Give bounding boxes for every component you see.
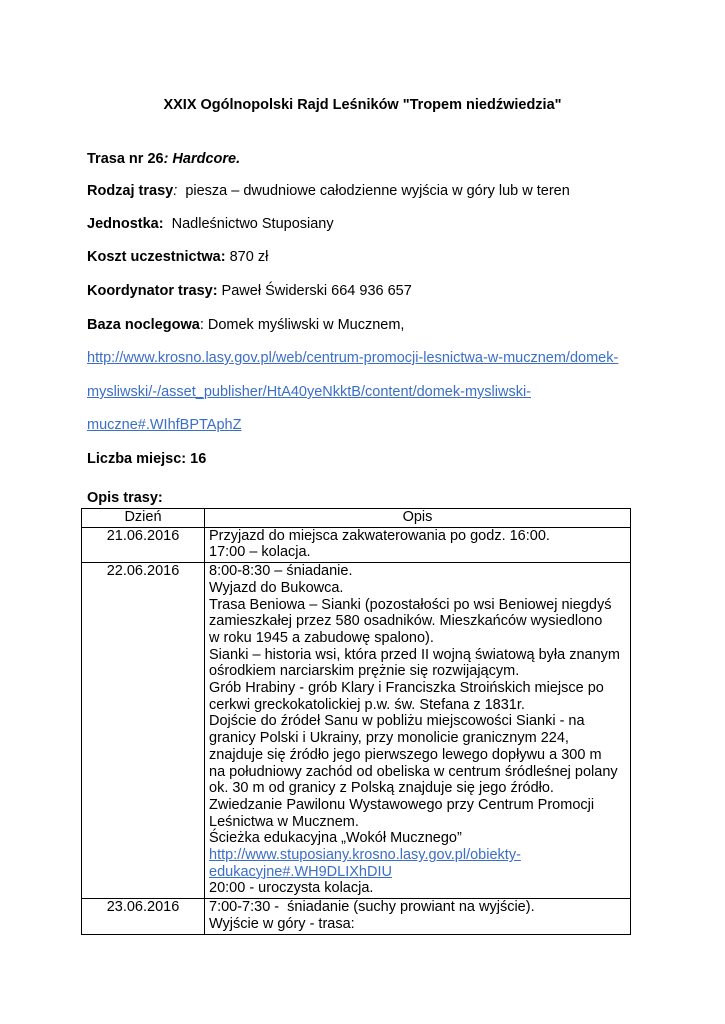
row-date: 22.06.2016 <box>82 563 205 899</box>
description-title: Opis trasy: <box>87 490 163 506</box>
description-line: Wyjazd do Bukowca. <box>209 579 344 596</box>
lodging-value: : Domek myśliwski w Mucznem, <box>199 317 405 333</box>
route-label: Trasa nr 26 <box>87 151 164 167</box>
cost-label: Koszt uczestnictwa: <box>87 249 226 265</box>
schedule-table <box>81 508 631 935</box>
trail-link-line-1[interactable]: http://www.stuposiany.krosno.lasy.gov.pl/obiekty- <box>209 847 521 864</box>
page-title: XXIX Ogólnopolski Rajd Leśników "Tropem niedźwiedzia" <box>163 97 562 113</box>
row-description <box>205 563 631 899</box>
description-line: 17:00 – kolacja. <box>209 544 311 561</box>
trail-link-line-2[interactable]: edukacyjne#.WH9DLIXhDIU <box>209 863 392 880</box>
description-line: granicy Polski i Ukrainy, przy monolicie granicznym 224, <box>209 730 569 747</box>
row-description <box>205 899 631 934</box>
description-line: ośrodkiem narciarskim prężnie się rozwijającym. <box>209 663 520 680</box>
description-line: Zwiedzanie Pawilonu Wystawowego przy Centrum Promocji <box>209 796 595 813</box>
description-line: zamieszkałej przez 580 osadników. Mieszkańców wysiedlono <box>209 613 603 630</box>
unit-field <box>87 216 334 232</box>
description-line: cerkwi greckokatolickiej p.w. św. Stefana z 1831r. <box>209 696 525 713</box>
description-line: w roku 1945 a zabudowę spalono). <box>209 629 434 646</box>
header-description: Opis <box>205 509 631 528</box>
cost-field <box>87 249 268 265</box>
type-value: piesza – dwudniowe całodzienne wyjścia w góry lub w teren <box>177 183 570 199</box>
description-line: Grób Hrabiny - grób Klary i Franciszka Stroińskich miejsce po <box>209 680 604 697</box>
type-colon: : <box>173 183 178 199</box>
table-header-row <box>82 509 631 528</box>
lodging-link-line-1[interactable]: http://www.krosno.lasy.gov.pl/web/centrum-promocji-lesnictwa-w-mucznem/domek- <box>87 350 619 366</box>
description-line: Sianki – historia wsi, która przed II wojną światową była znanym <box>209 646 621 663</box>
places-field <box>87 451 206 467</box>
table-row <box>82 527 631 562</box>
header-day: Dzień <box>82 509 205 528</box>
unit-label: Jednostka: <box>87 216 164 232</box>
description-line: Dojście do źródeł Sanu w pobliżu miejscowości Sianki - na <box>209 713 585 730</box>
unit-value: Nadleśnictwo Stuposiany <box>163 216 334 232</box>
description-line: ok. 30 m od granicy z Polską znajduje się jego źródło. <box>209 780 554 797</box>
cost-value: 870 zł <box>225 249 269 265</box>
description-line: na południowy zachód od obeliska w centrum śródleśnej polany <box>209 763 618 780</box>
description-line: 8:00-8:30 – śniadanie. <box>209 563 353 580</box>
type-label: Rodzaj trasy <box>87 183 174 199</box>
description-line: Ścieżka edukacyjna „Wokół Mucznego” <box>209 830 462 847</box>
route-value: : Hardcore. <box>163 151 241 167</box>
lodging-label: Baza noclegowa <box>87 317 200 333</box>
description-line: znajduje się źródło jego pierwszego lewego dopływu a 300 m <box>209 746 602 763</box>
route-field <box>87 151 240 167</box>
description-line: Wyjście w góry - trasa: <box>209 915 355 932</box>
row-description <box>205 527 631 562</box>
lodging-link-line-3[interactable]: muczne#.WIhfBPTAphZ <box>87 417 242 433</box>
description-line: Leśnictwa w Mucznem. <box>209 813 359 830</box>
type-field <box>87 183 570 199</box>
coordinator-value: Paweł Świderski 664 936 657 <box>217 283 412 299</box>
row-date: 21.06.2016 <box>82 527 205 562</box>
lodging-link-line-2[interactable]: mysliwski/-/asset_publisher/HtA40yeNkktB/content/domek-mysliwski- <box>87 384 531 400</box>
coordinator-label: Koordynator trasy: <box>87 283 218 299</box>
row-date: 23.06.2016 <box>82 899 205 934</box>
table-row <box>82 563 631 899</box>
description-line: Trasa Beniowa – Sianki (pozostałości po wsi Beniowej niegdyś <box>209 596 612 613</box>
description-line: Przyjazd do miejsca zakwaterowania po godz. 16:00. <box>209 527 550 544</box>
coordinator-field <box>87 283 412 299</box>
description-line: 7:00-7:30 - śniadanie (suchy prowiant na wyjście). <box>209 899 535 916</box>
lodging-field <box>87 317 404 333</box>
places-label: Liczba miejsc: 16 <box>87 451 207 467</box>
table-row <box>82 899 631 934</box>
description-line: 20:00 - uroczysta kolacja. <box>209 880 374 897</box>
